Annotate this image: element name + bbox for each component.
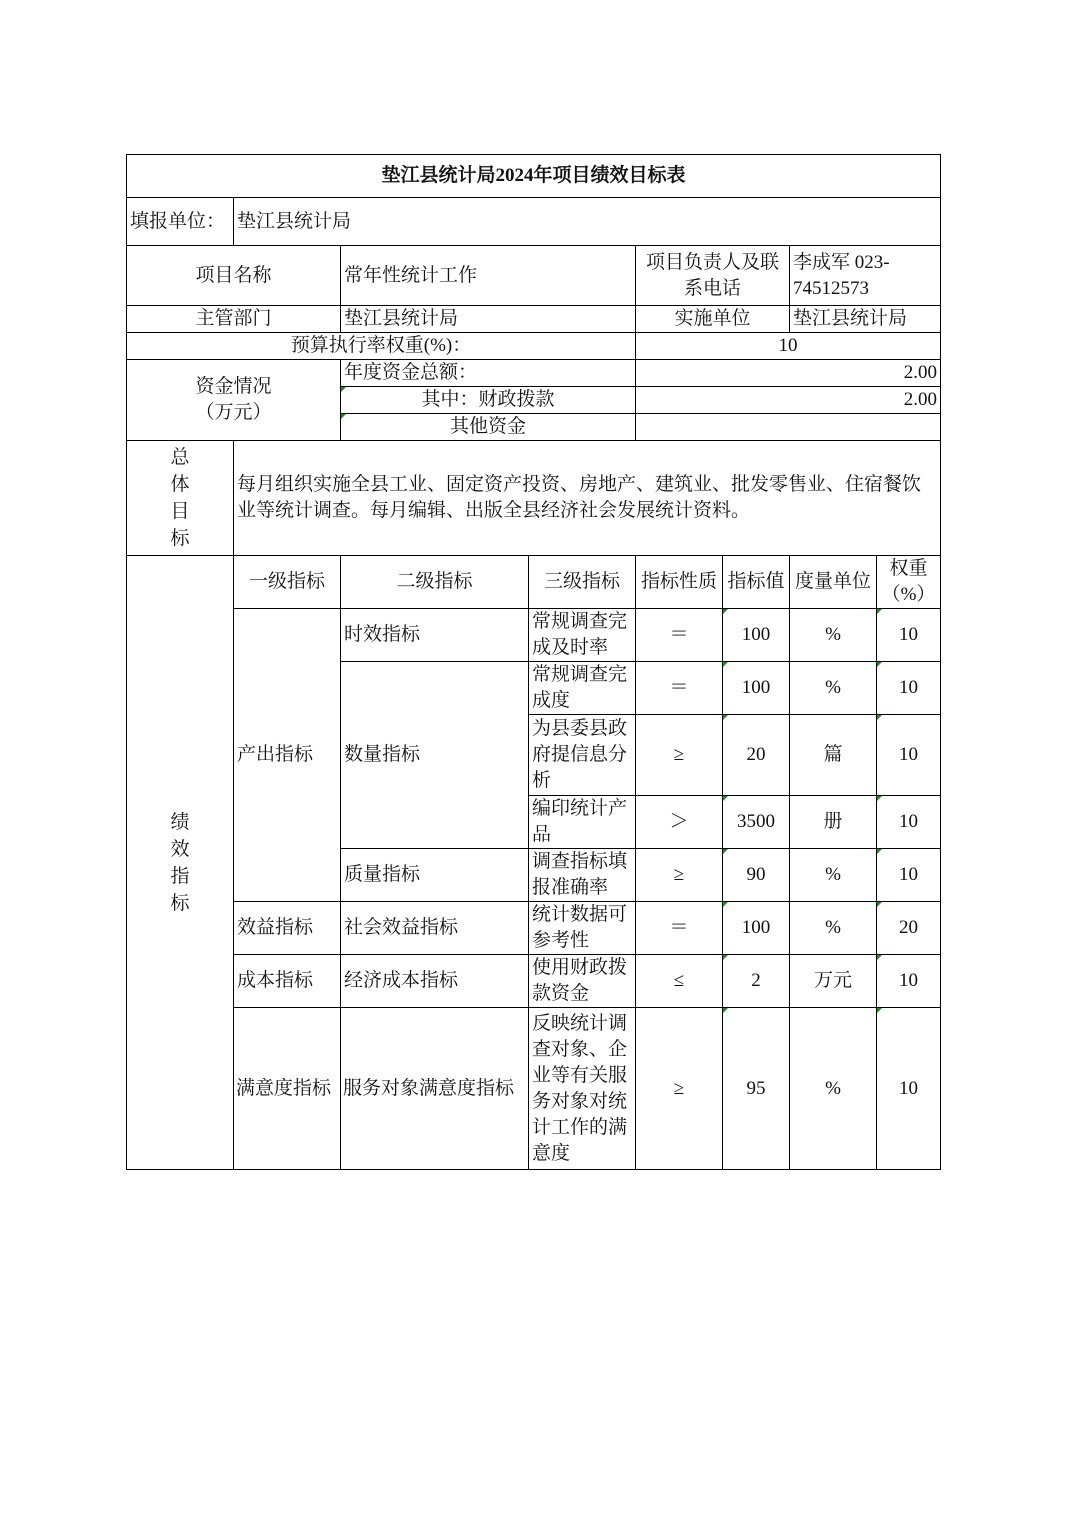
funds-other-value <box>636 414 941 441</box>
unit-cell: % <box>790 609 877 662</box>
level1-satisfaction: 满意度指标 <box>234 1008 341 1170</box>
level2-quality: 质量指标 <box>341 849 529 902</box>
project-name-label: 项目名称 <box>127 246 341 306</box>
nature-cell: ≤ <box>636 955 723 1008</box>
funds-label-line1: 资金情况 <box>195 376 272 397</box>
contact-label: 项目负责人及联系电话 <box>636 246 790 306</box>
weight-cell: 10 <box>877 609 941 662</box>
unit-cell: % <box>790 1008 877 1170</box>
weight-cell: 10 <box>877 955 941 1008</box>
level3-cell: 常规调查完成及时率 <box>529 609 636 662</box>
level1-benefit: 效益指标 <box>234 902 341 955</box>
funds-label <box>127 360 341 441</box>
unit-cell: 万元 <box>790 955 877 1008</box>
project-name-value: 常年性统计工作 <box>341 246 636 306</box>
dept-value: 垫江县统计局 <box>341 306 636 333</box>
level3-cell: 调查指标填报准确率 <box>529 849 636 902</box>
weight-cell: 10 <box>877 715 941 796</box>
impl-label: 实施单位 <box>636 306 790 333</box>
unit-cell: 册 <box>790 796 877 849</box>
goal-label-char: 目 <box>170 501 190 522</box>
indicators-label-char: 指 <box>170 865 190 887</box>
nature-cell: ≥ <box>636 1008 723 1170</box>
weight-cell: 20 <box>877 902 941 955</box>
header-level3: 三级指标 <box>529 556 636 609</box>
budget-rate-label: 预算执行率权重(%)： <box>127 333 636 360</box>
funds-total-value: 2.00 <box>636 360 941 387</box>
filler-value: 垫江县统计局 <box>234 198 941 246</box>
funds-label-line2: （万元） <box>195 402 272 423</box>
value-cell: 100 <box>723 609 790 662</box>
page-title: 垫江县统计局2024年项目绩效目标表 <box>127 155 941 198</box>
level2-timeliness: 时效指标 <box>341 609 529 662</box>
level2-service: 服务对象满意度指标 <box>341 1008 529 1170</box>
header-weight: 权重（%） <box>877 556 941 609</box>
dept-label: 主管部门 <box>127 306 341 333</box>
unit-cell: % <box>790 849 877 902</box>
level1-cost: 成本指标 <box>234 955 341 1008</box>
nature-cell: ＞ <box>636 796 723 849</box>
level2-social: 社会效益指标 <box>341 902 529 955</box>
level3-cell: 为县委县政府提信息分析 <box>529 715 636 796</box>
value-cell: 100 <box>723 902 790 955</box>
funds-total-label: 年度资金总额： <box>341 360 636 387</box>
header-level1: 一级指标 <box>234 556 341 609</box>
nature-cell: ＝ <box>636 662 723 715</box>
goal-label-char: 总 <box>170 447 190 468</box>
unit-cell: 篇 <box>790 715 877 796</box>
indicators-label-char: 标 <box>170 892 190 914</box>
impl-value: 垫江县统计局 <box>790 306 941 333</box>
value-cell: 90 <box>723 849 790 902</box>
header-value: 指标值 <box>723 556 790 609</box>
indicators-label-char: 效 <box>170 838 190 860</box>
value-cell: 2 <box>723 955 790 1008</box>
funds-other-label: 其他资金 <box>341 414 636 441</box>
level3-cell: 反映统计调查对象、企业等有关服务对象对统计工作的满意度 <box>529 1008 636 1170</box>
indicators-label-char: 绩 <box>170 811 190 833</box>
value-cell: 20 <box>723 715 790 796</box>
nature-cell: ≥ <box>636 849 723 902</box>
indicators-label <box>127 556 234 1170</box>
level3-cell: 常规调查完成度 <box>529 662 636 715</box>
value-cell: 95 <box>723 1008 790 1170</box>
unit-cell: % <box>790 902 877 955</box>
header-nature: 指标性质 <box>636 556 723 609</box>
nature-cell: ＝ <box>636 902 723 955</box>
funds-fiscal-label: 其中：财政拨款 <box>341 387 636 414</box>
goal-label-char: 标 <box>170 528 190 549</box>
value-cell: 3500 <box>723 796 790 849</box>
funds-fiscal-value: 2.00 <box>636 387 941 414</box>
weight-cell: 10 <box>877 1008 941 1170</box>
nature-cell: ＝ <box>636 609 723 662</box>
header-level2: 二级指标 <box>341 556 529 609</box>
weight-cell: 10 <box>877 662 941 715</box>
goal-label-char: 体 <box>170 474 190 495</box>
header-unit: 度量单位 <box>790 556 877 609</box>
level3-cell: 统计数据可参考性 <box>529 902 636 955</box>
value-cell: 100 <box>723 662 790 715</box>
nature-cell: ≥ <box>636 715 723 796</box>
weight-cell: 10 <box>877 796 941 849</box>
level3-cell: 使用财政拨款资金 <box>529 955 636 1008</box>
level3-cell: 编印统计产品 <box>529 796 636 849</box>
goal-text: 每月组织实施全县工业、固定资产投资、房地产、建筑业、批发零售业、住宿餐饮业等统计调查。每月编辑、出版全县经济社会发展统计资料。 <box>234 441 941 556</box>
contact-value: 李成军 023-74512573 <box>790 246 941 306</box>
weight-cell: 10 <box>877 849 941 902</box>
filler-label: 填报单位： <box>127 198 234 246</box>
level1-output: 产出指标 <box>234 609 341 902</box>
level2-economic-cost: 经济成本指标 <box>341 955 529 1008</box>
unit-cell: % <box>790 662 877 715</box>
goal-label <box>127 441 234 556</box>
budget-rate-value: 10 <box>636 333 941 360</box>
level2-quantity: 数量指标 <box>341 662 529 849</box>
performance-target-table <box>126 154 941 1170</box>
